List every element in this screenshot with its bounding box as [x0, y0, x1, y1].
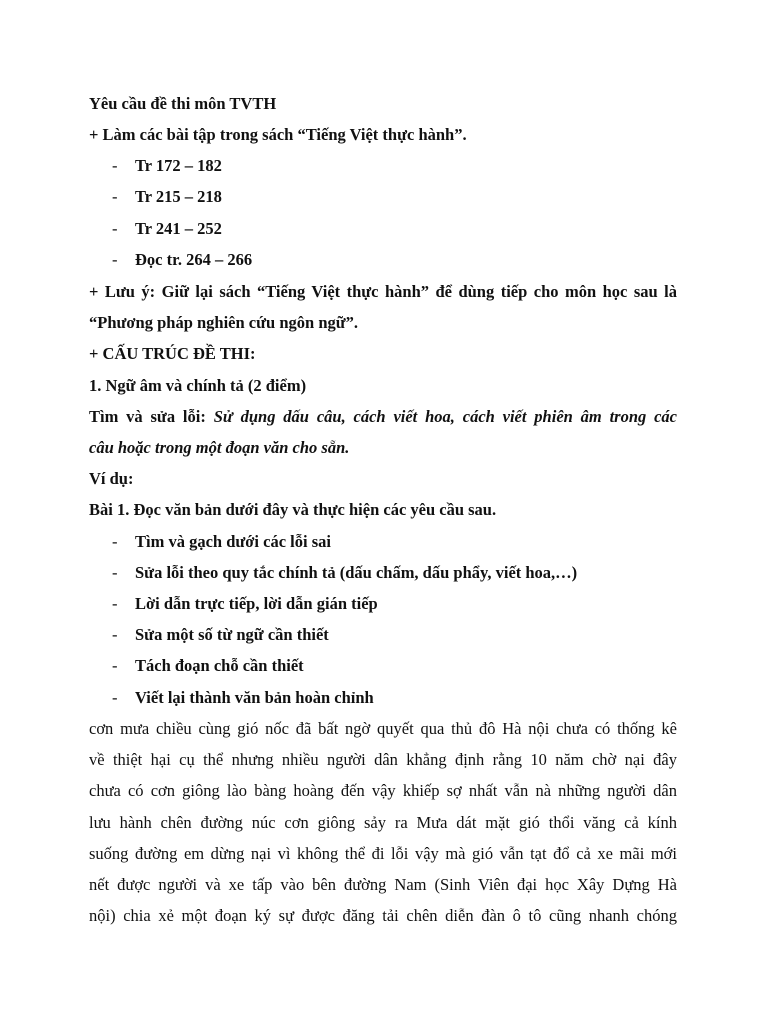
passage-line: suống đường em dừng nại vì không thể đi lỗi vậy mà gió vẫn tạt đổ cả xe mãi mới [89, 844, 677, 863]
exercise-title: Bài 1. Đọc văn bản dưới đây và thực hiện các yêu cầu sau. [89, 500, 497, 519]
task-description-continued: câu hoặc trong một đoạn văn cho sẵn. [89, 438, 350, 457]
page-range-item: Tr 241 – 252 [135, 219, 222, 238]
bullet-dash: - [112, 156, 118, 175]
requirement-item: Sửa một số từ ngữ cần thiết [135, 625, 329, 644]
passage-line: về thiệt hại cụ thể nhưng nhiều người dân khẳng định rằng 10 năm chờ nại đây [89, 750, 677, 769]
passage-line: lưu hành chên đường núc cơn giông sảy ra Mưa dát mặt gió thổi văng cả kính [89, 813, 677, 832]
passage-line: nội) chia xẻ một đoạn ký sự được đăng tải chên diễn đàn ô tô cũng nhanh chóng [89, 906, 677, 925]
page-range-item: Đọc tr. 264 – 266 [135, 250, 253, 269]
requirement-item: Sửa lỗi theo quy tắc chính tả (dấu chấm, dấu phẩy, viết hoa,…) [135, 563, 578, 582]
requirement-item: Tách đoạn chỗ cần thiết [135, 656, 304, 675]
bullet-dash: - [112, 688, 118, 707]
requirement-item: Viết lại thành văn bản hoàn chỉnh [135, 688, 374, 707]
task-colon: : [200, 407, 214, 426]
bullet-dash: - [112, 250, 118, 269]
passage-line: chưa có cơn giông lào bàng hoàng đến vậy khiếp sợ nhất vẫn nà những người dân [89, 781, 677, 800]
bullet-dash: - [112, 563, 118, 582]
bullet-dash: - [112, 656, 118, 675]
structure-title: + CẤU TRÚC ĐỀ THI: [89, 344, 256, 363]
page-range-item: Tr 172 – 182 [135, 156, 222, 175]
bullet-dash: - [112, 219, 118, 238]
document-heading: Yêu cầu đề thi môn TVTH [89, 94, 277, 113]
bullet-dash: - [112, 594, 118, 613]
example-label: Ví dụ: [89, 469, 134, 488]
task-line [89, 407, 677, 427]
requirement-item: Tìm và gạch dưới các lỗi sai [135, 532, 331, 551]
passage-line: nết được người và xe tấp vào bên đường Nam (Sinh Viên đại học Xây Dựng Hà [89, 875, 677, 894]
task-prefix: Tìm và sửa lỗi [89, 407, 201, 426]
bullet-dash: - [112, 625, 118, 644]
section-1-title: 1. Ngữ âm và chính tả (2 điểm) [89, 376, 307, 395]
bullet-dash: - [112, 187, 118, 206]
requirement-item: Lời dẫn trực tiếp, lời dẫn gián tiếp [135, 594, 378, 613]
page-range-item: Tr 215 – 218 [135, 187, 222, 206]
bullet-dash: - [112, 532, 118, 551]
task-description: Sử dụng dấu câu, cách viết hoa, cách viết phiên âm trong các [213, 407, 678, 426]
passage-line: cơn mưa chiều cùng gió nốc đã bất ngờ quyết qua thủ đô Hà nội chưa có thống kê [89, 719, 677, 738]
note-line: + Lưu ý: Giữ lại sách “Tiếng Việt thực hành” để dùng tiếp cho môn học sau là [89, 282, 677, 301]
note-line-continued: “Phương pháp nghiên cứu ngôn ngữ”. [89, 313, 359, 332]
intro-line: + Làm các bài tập trong sách “Tiếng Việt thực hành”. [89, 125, 467, 144]
